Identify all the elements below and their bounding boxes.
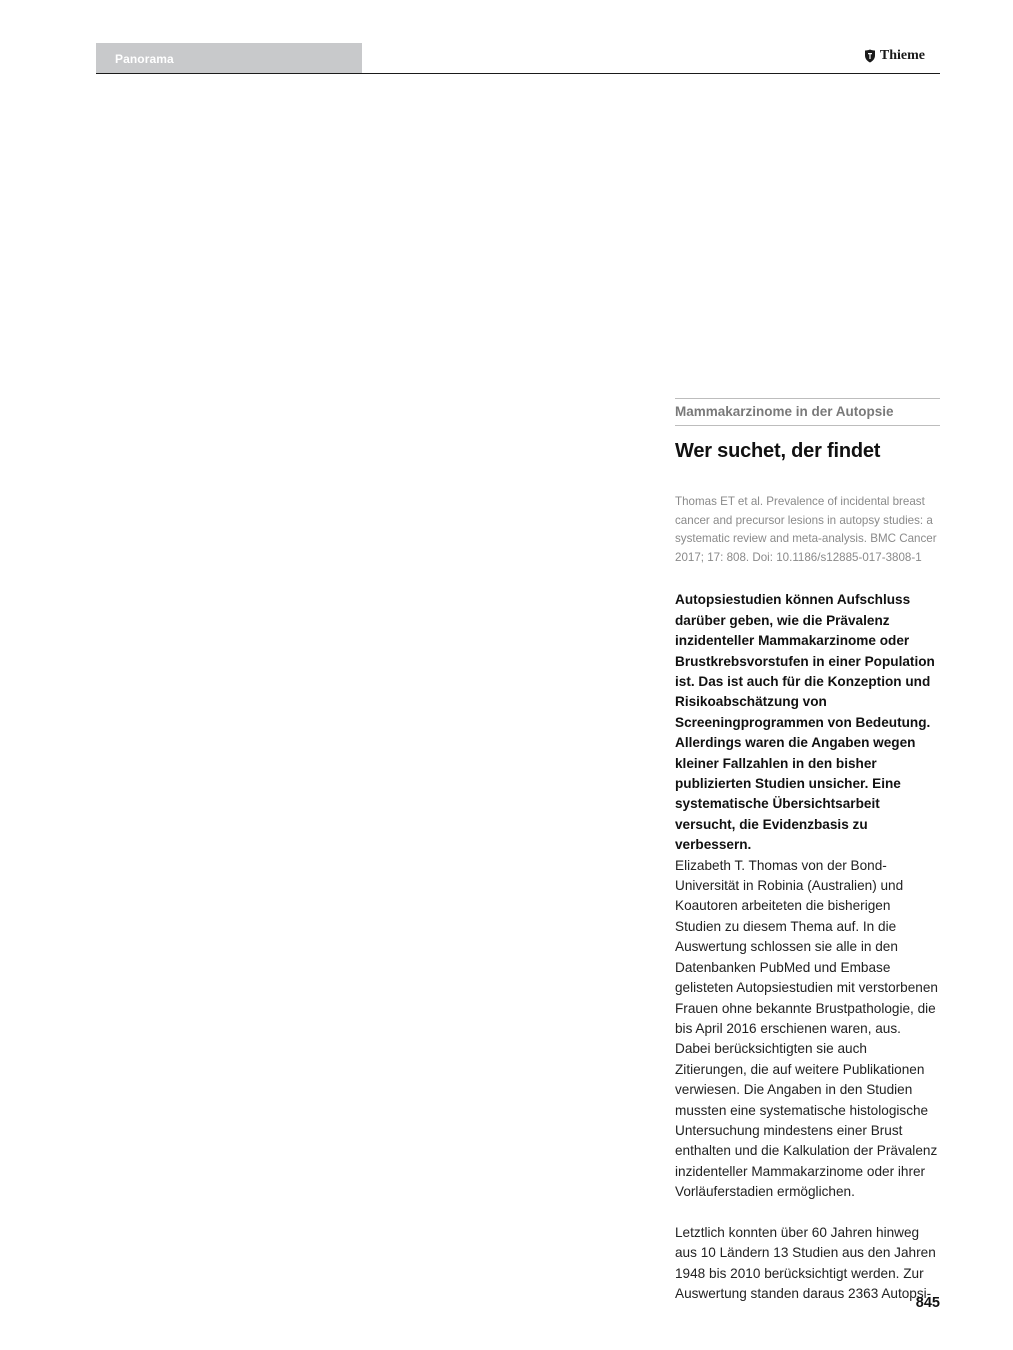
page-number: 845 bbox=[915, 1295, 940, 1311]
thieme-crest-icon bbox=[864, 49, 876, 63]
article-citation: Thomas ET et al. Prevalence of incidental breast cancer and precursor lesions in autopsy studies: a systematic review and meta-analysis. BMC Cancer 2017; 17: 808. Doi: 10.1186/s12885-017-3808-1 bbox=[675, 495, 937, 564]
section-tab bbox=[96, 43, 362, 74]
header-divider bbox=[96, 73, 940, 74]
section-label: Panorama bbox=[115, 51, 174, 66]
article-lead: Autopsiestudien können Aufschluss darüber geben, wie die Prävalenz inzidenteller Mammakarzinome oder Brustkrebsvorstufen in einer Population ist. Das ist auch für die Konzeption und Risikoabschätzung von Screeningprogrammen von Bedeutung. Allerdings waren die Angaben wegen kleiner Fallzahlen in den bisher publizierten Studien unsicher. Eine systematische Übersichtsarbeit versucht, die Evidenzbasis zu verbessern. bbox=[675, 592, 935, 853]
publisher-logo bbox=[864, 48, 925, 64]
article-body bbox=[675, 856, 940, 1305]
body-paragraph: Letztlich konnten über 60 Jahren hinweg aus 10 Ländern 13 Studien aus den Jahren 1948 bis 2010 berücksichtigt werden. Zur Auswertung standen daraus 2363 Autopsi- bbox=[675, 1224, 936, 1302]
body-paragraph: Elizabeth T. Thomas von der Bond-Universität in Robinia (Australien) und Koautoren arbeiteten die bisherigen Studien zu diesem Thema auf. In die Auswertung schlossen sie alle in den Datenbanken PubMed und Embase gelisteten Autopsiestudien mit verstorbenen Frauen ohne bekannte Brustpathologie, die bis April 2016 erschienen waren, aus. Dabei berücksichtigten sie auch Zitierungen, die auf weitere Publikationen verwiesen. Die Angaben in den Studien mussten eine systematische histologische Untersuchung mindestens einer Brust enthalten und die Kalkulation der Prävalenz inzidenteller Mammakarzinome oder ihrer Vorläuferstadien ermöglichen. bbox=[675, 857, 938, 1200]
publisher-name: Thieme bbox=[879, 48, 925, 63]
article-column bbox=[675, 398, 940, 1305]
article-title: Wer suchet, der findet bbox=[675, 440, 881, 462]
article-rubric: Mammakarzinome in der Autopsie bbox=[675, 398, 940, 426]
